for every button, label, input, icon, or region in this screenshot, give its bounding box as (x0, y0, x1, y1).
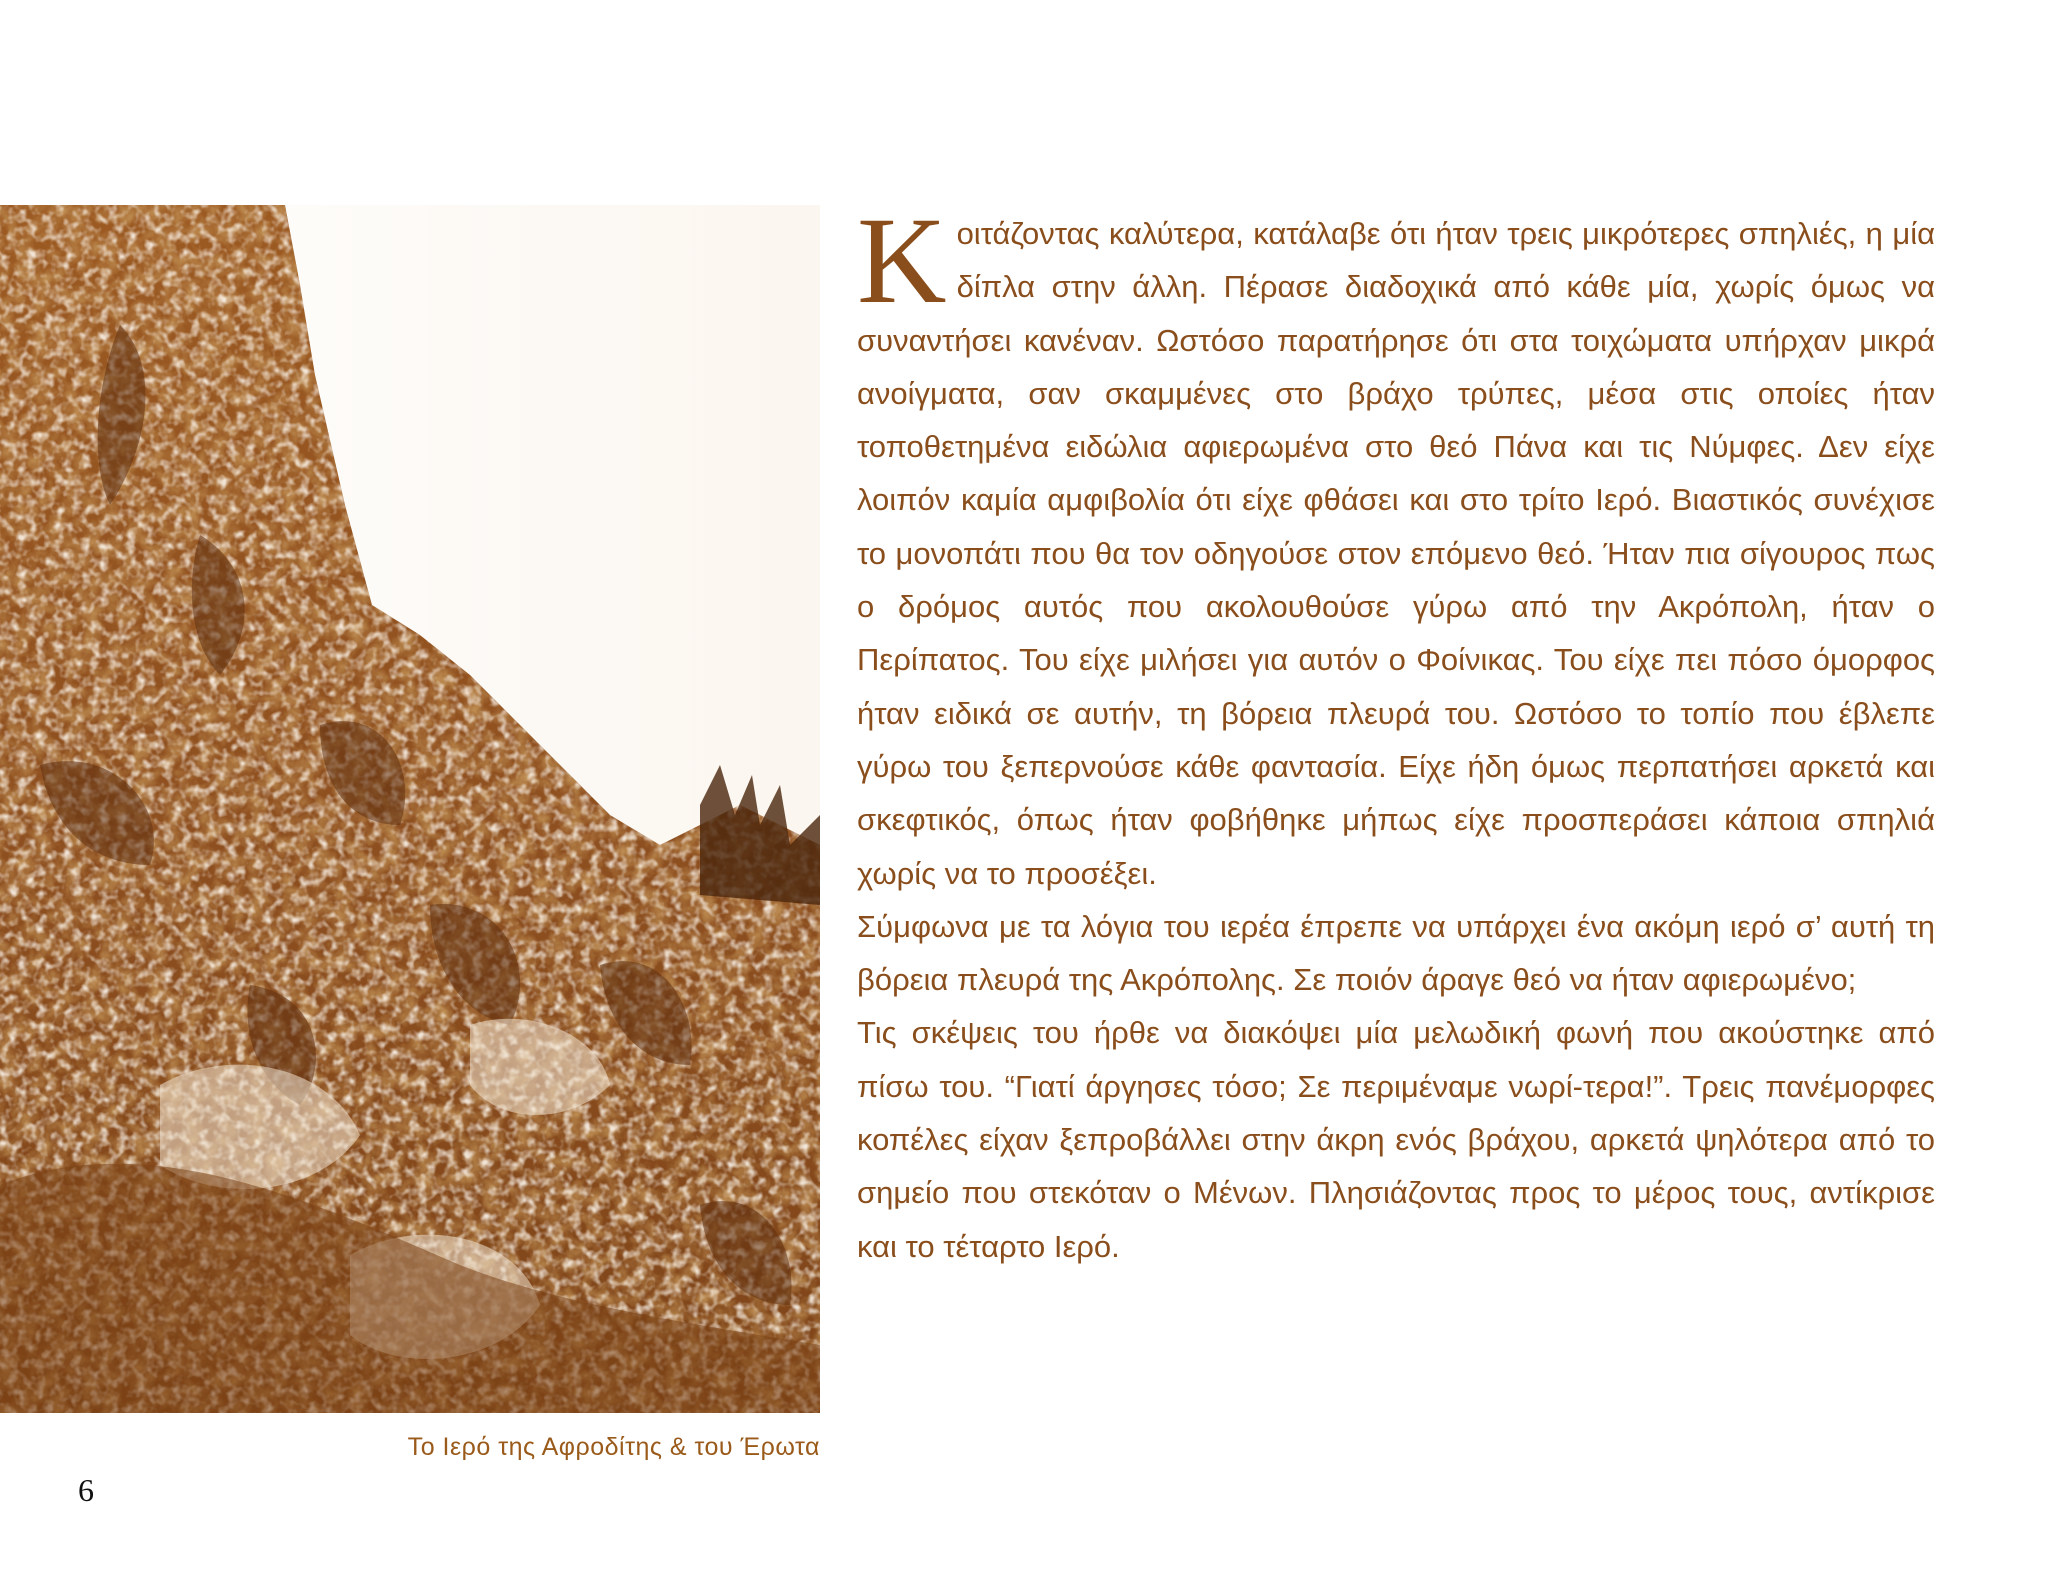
body-text (857, 192, 1935, 1273)
paragraph-2: Σύμφωνα με τα λόγια του ιερέα έπρεπε να υπάρχει ένα ακόμη ιερό σ’ αυτή τη βόρεια πλευρά της Ακρόπολης. Σε ποιόν άραγε θεό να ήταν αφιερωμένο; (857, 908, 1935, 998)
drop-cap: Κ (857, 192, 947, 329)
rock-cliff-image (0, 205, 820, 1413)
photo-caption: Το Ιερό της Αφροδίτης & του Έρωτα (407, 1433, 820, 1461)
paragraph-3: Τις σκέψεις του ήρθε να διακόψει μία μελωδική φωνή που ακούστηκε από πίσω του. “Γιατί άργησες τόσο; Σε περιμέναμε νωρί-τερα!”. Τρεις πανέμορφες κοπέλες είχαν ξεπροβάλλει στην άκρη ενός βράχου, αρκετά ψηλότερα από το σημείο που στεκόταν ο Μένων. Πλησιάζοντας προς το μέρος τους, αντίκρισε και το τέταρτο Ιερό. (857, 1015, 1935, 1264)
paragraph-1 (857, 192, 1935, 900)
sanctuary-photo (0, 205, 820, 1413)
paragraph-1-text: οιτάζοντας καλύτερα, κατάλαβε ότι ήταν τρεις μικρότερες σπηλιές, η μία δίπλα στην άλλη. Πέρασε διαδοχικά από κάθε μία, χωρίς όμως να συναντήσει κανέναν. Ωστόσο παρατήρησε ότι στα τοιχώματα υπήρχαν μικρά ανοίγματα, σαν σκαμμένες στο βράχο τρύπες, μέσα στις οποίες ήταν τοποθετημένα ειδώλια αφιερωμένα στο θεό Πάνα και τις Νύμφες. Δεν είχε λοιπόν καμία αμφιβολία ότι είχε φθάσει και στο τρίτο Ιερό. Βιαστικός συνέχισε το μονοπάτι που θα τον οδηγούσε στον επόμενο θεό. Ήταν πια σίγουρος πως ο δρόμος αυτός που ακολουθούσε γύρω από την Ακρόπολη, ήταν ο Περίπατος. Του είχε μιλήσει για αυτόν ο Φοίνικας. Του είχε πει πόσο όμορφος ήταν ειδικά σε αυτήν, τη βόρεια πλευρά του. Ωστόσο το τοπίο που έβλεπε γύρω του ξεπερνούσε κάθε φαντασία. Είχε ήδη όμως περπατήσει αρκετά και σκεφτικός, όπως ήταν φοβήθηκε μήπως είχε προσπεράσει κάποια σπηλιά χωρίς να το προσέξει. (857, 216, 1935, 891)
page-number: 6 (78, 1472, 94, 1508)
